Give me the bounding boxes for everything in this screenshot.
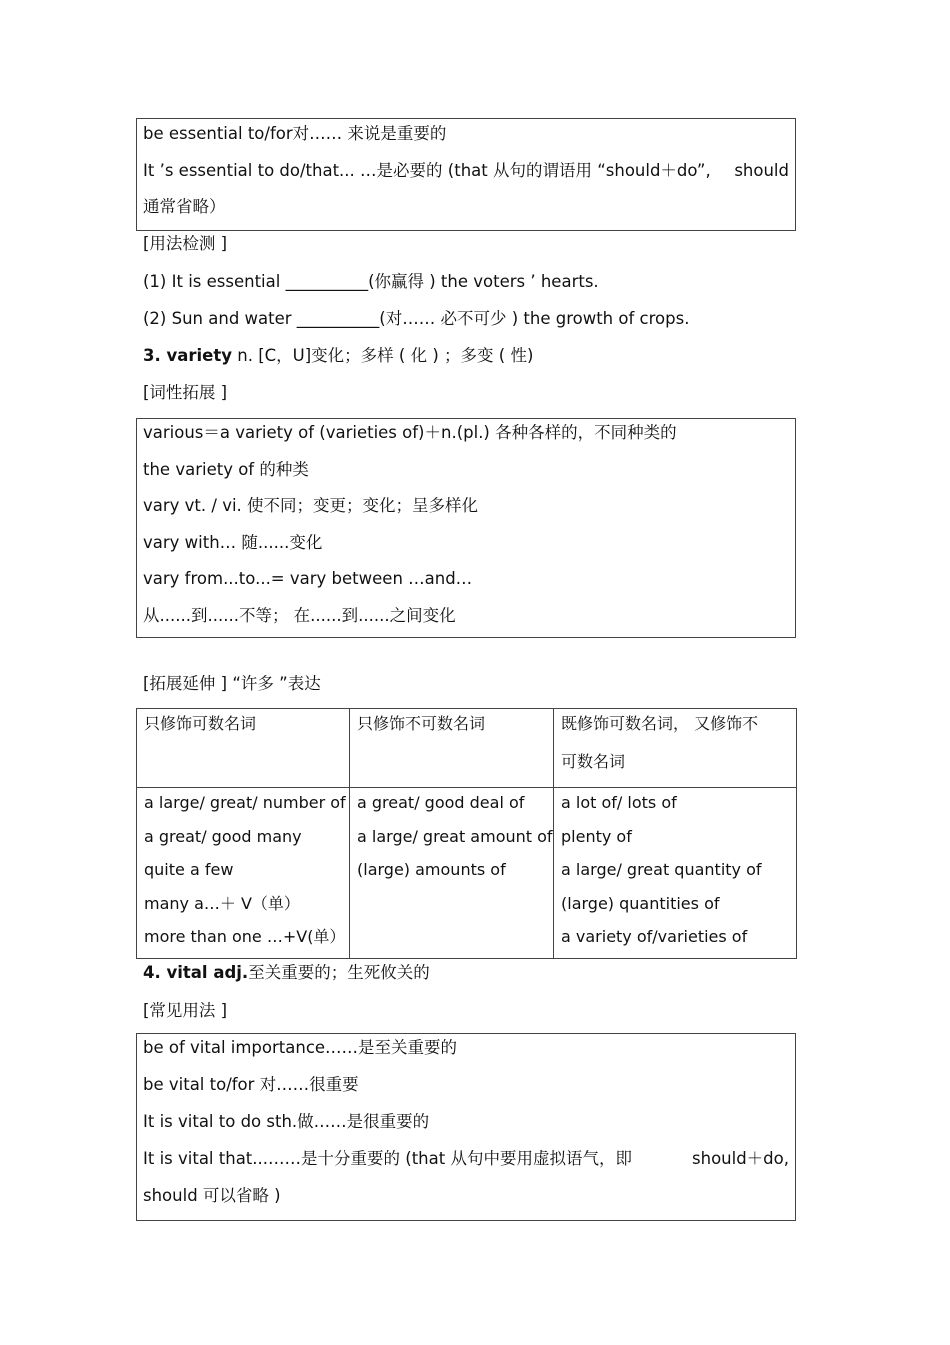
header-uncountable-text: 只修饰不可数名词 [357,714,486,733]
vital-line-4-left: It is vital that...……是十分重要的 (that 从句中要用虚拟语气，即 [143,1149,632,1168]
uncountable-cell [350,788,554,959]
usage-check-question-2: (2) Sun and water __________(对…… 必不可少 ) the growth of crops. [143,309,690,328]
list-item: plenty of [561,826,632,846]
vital-line-4-right: should＋do, [692,1149,789,1168]
countable-cell [137,788,350,959]
variety-title-word: 3. variety [143,346,233,365]
vital-title [143,960,430,986]
header-both-text-2: 可数名词 [561,752,626,771]
vital-title-word: 4. vital adj. [143,963,249,982]
variety-subheading: [词性拓展 ] [143,383,228,402]
list-item: a lot of/ lots of [561,793,677,812]
variety-line-3: vary vt. / vi. 使不同；变更；变化；呈多样化 [143,496,479,515]
essential-line-2-left: It ’s essential to do/that... …是必要的 (that 从句的谓语用 “should＋do”, [143,160,711,180]
variety-line-1: various＝a variety of (varieties of)＋n.(pl.) 各种各样的，不同种类的 [143,423,677,442]
list-item: a variety of/varieties of [561,927,748,946]
header-both [554,709,797,788]
essential-line-1: be essential to/for对…… 来说是重要的 [143,124,447,143]
essential-line-3: 通常省略） [143,197,226,216]
usage-check-heading: [用法检测 ] [143,234,228,253]
header-countable-text: 只修饰可数名词 [144,714,257,733]
list-item: many a…＋ V（单） [144,893,300,913]
vital-line-5: should 可以省略 ) [143,1186,281,1205]
variety-line-2: the variety of 的种类 [143,459,309,479]
list-item: (large) amounts of [357,860,506,879]
variety-title [143,343,533,369]
list-item: a large/ great amount of [357,826,553,846]
list-item: quite a few [144,860,234,879]
both-cell [554,788,797,959]
table-header-row [137,709,797,788]
vital-title-definition: 至关重要的；生死攸关的 [248,963,430,982]
essential-line-2 [143,158,789,195]
variety-title-definition: n. [C，U]变化；多样 ( 化 ) ；多变 ( 性) [232,346,534,365]
essential-line-2-right: should [734,160,789,180]
variety-line-5: vary from...to...= vary between …and… [143,569,473,588]
usage-check-question-1: (1) It is essential __________(你赢得 ) the voters ’ hearts. [143,272,599,291]
vital-line-3: It is vital to do sth.做……是很重要的 [143,1112,430,1131]
header-uncountable [350,709,554,788]
many-expressions-heading: [拓展延伸 ] “许多 ”表达 [143,674,321,693]
variety-line-6: 从......到......不等； 在......到......之间变化 [143,605,456,625]
list-item: a great/ good many [144,826,302,846]
vital-usage-box [136,1033,796,1221]
vital-line-2: be vital to/for 对……很重要 [143,1075,359,1094]
variety-box [136,418,796,638]
vital-subheading: [常见用法 ] [143,1001,228,1020]
essential-usage-box [136,118,796,231]
list-item: a great/ good deal of [357,793,525,812]
header-both-text-1: 既修饰可数名词， 又修饰不 [561,714,759,733]
list-item: more than one …+V(单） [144,927,346,946]
table-body-row [137,788,797,959]
many-expressions-table [136,708,797,959]
header-countable [137,709,350,788]
vital-line-1: be of vital importance……是至关重要的 [143,1038,458,1057]
list-item: (large) quantities of [561,893,720,913]
variety-line-4: vary with… 随......变化 [143,532,323,552]
list-item: a large/ great quantity of [561,860,762,879]
vital-line-4 [143,1146,789,1183]
list-item: a large/ great/ number of [144,793,346,812]
